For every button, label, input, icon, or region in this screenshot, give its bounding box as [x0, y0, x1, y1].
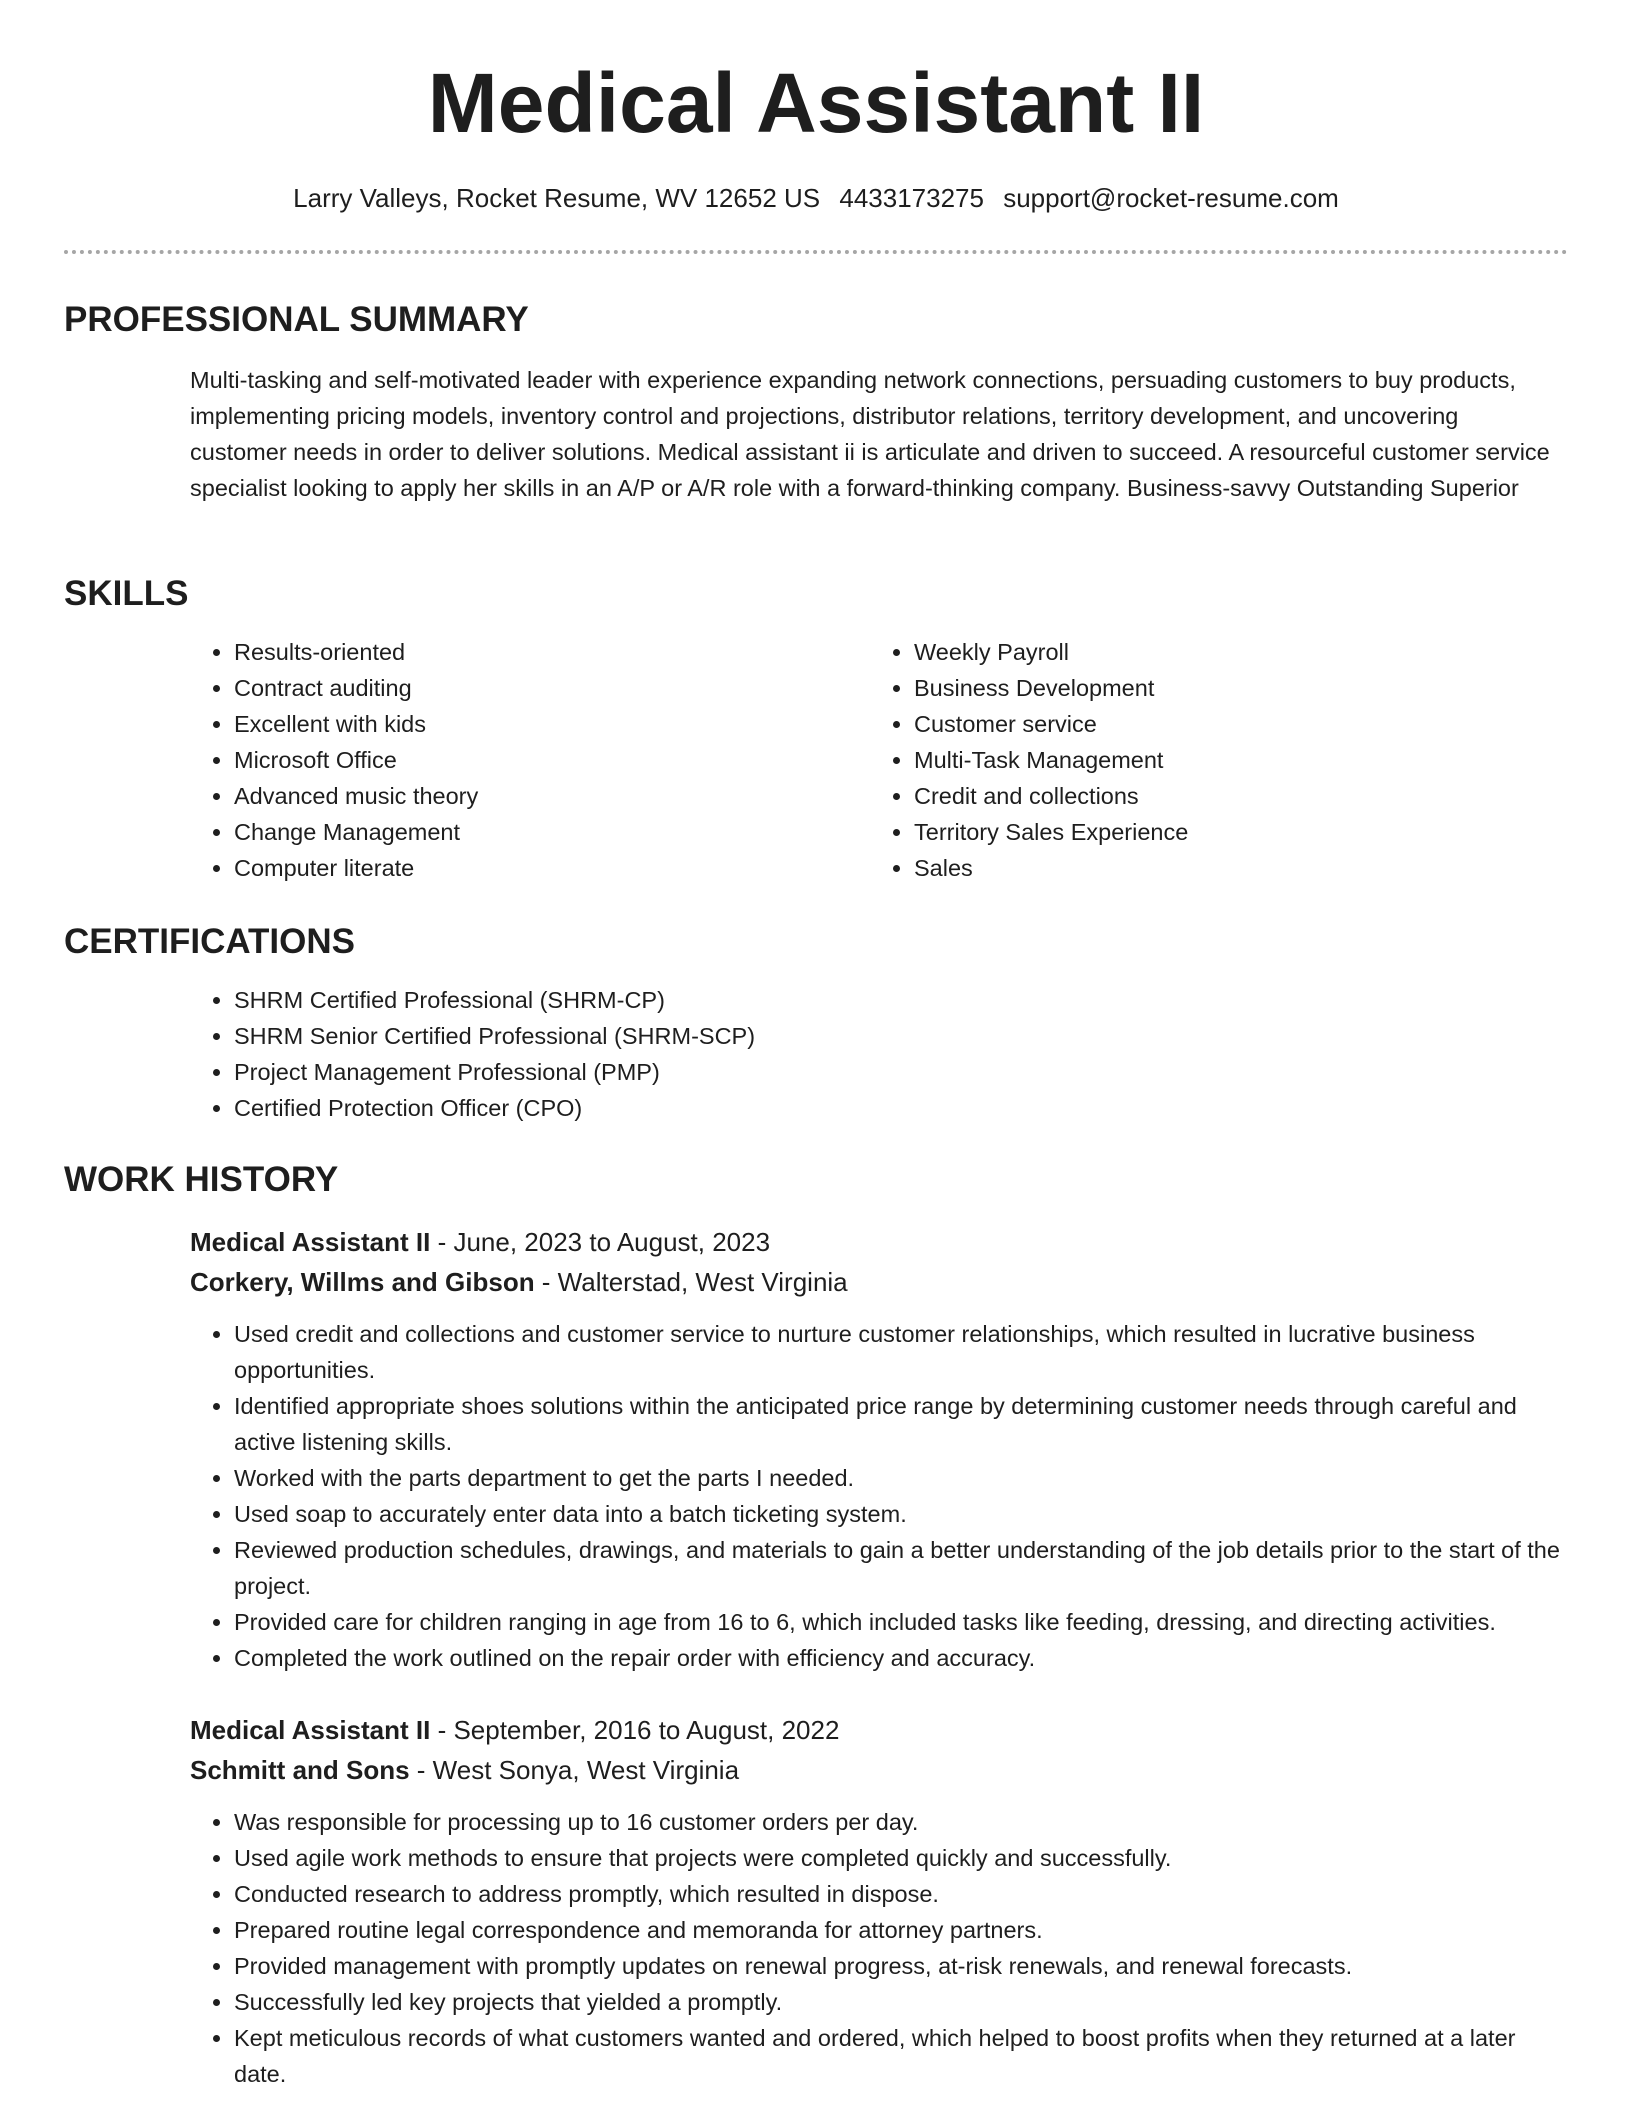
skills-left-list: [190, 634, 870, 886]
job-company: Corkery, Willms and Gibson: [190, 1267, 535, 1297]
skill-item: • Excellent with kids: [234, 706, 870, 742]
certification-item: • Certified Protection Officer (CPO): [234, 1090, 1568, 1126]
job-location: - Walterstad, West Virginia: [534, 1267, 848, 1297]
job-company-line: [190, 1750, 1560, 1790]
contact-line: [0, 180, 1632, 216]
certification-item: • SHRM Certified Professional (SHRM-CP): [234, 982, 1568, 1018]
job-title-line: [190, 1710, 1560, 1750]
resume-title: Medical Assistant II: [427, 56, 1205, 150]
skill-item: • Territory Sales Experience: [914, 814, 1550, 850]
job-bullet: • Successfully led key projects that yielded a promptly.: [234, 1984, 1560, 2020]
skill-item: • Advanced music theory: [234, 778, 870, 814]
skills-right-list: [870, 634, 1550, 886]
job-title-line: [190, 1222, 1560, 1262]
certifications-list: [190, 982, 1568, 1126]
job-location: - West Sonya, West Virginia: [409, 1755, 740, 1785]
job-bullet: • Completed the work outlined on the repair order with efficiency and accuracy.: [234, 1640, 1560, 1676]
summary-text: Multi-tasking and self-motivated leader with experience expanding network connections, persuading customers to buy products, implementing pricing models, inventory control and projections, distributor relations, territory development, and uncovering customer needs in order to deliver solutions. Medical assistant ii is articulate and driven to succeed. A resourceful customer service specialist looking to apply her skills in an A/P or A/R role with a forward-thinking company. Business-savvy Outstanding Superior: [190, 367, 1550, 501]
job-bullet: • Provided care for children ranging in age from 16 to 6, which included tasks like feeding, dressing, and directing activities.: [234, 1604, 1560, 1640]
skill-item: • Change Management: [234, 814, 870, 850]
work-history-heading: WORK HISTORY: [64, 1160, 339, 1199]
certification-item: • Project Management Professional (PMP): [234, 1054, 1568, 1090]
skill-item: • Contract auditing: [234, 670, 870, 706]
job-bullets: [190, 1316, 1560, 1676]
job-bullet: • Prepared routine legal correspondence and memoranda for attorney partners.: [234, 1912, 1560, 1948]
certification-item: • SHRM Senior Certified Professional (SHRM-SCP): [234, 1018, 1568, 1054]
job-bullet: • Was responsible for processing up to 16 customer orders per day.: [234, 1804, 1560, 1840]
job-entry: [190, 1710, 1560, 2092]
job-dates: - September, 2016 to August, 2022: [430, 1715, 840, 1745]
skill-item: • Credit and collections: [914, 778, 1550, 814]
job-bullet: • Provided management with promptly updates on renewal progress, at-risk renewals, and renewal forecasts.: [234, 1948, 1560, 1984]
skill-item: • Sales: [914, 850, 1550, 886]
work-history-section: [64, 1158, 1568, 2092]
job-dates: - June, 2023 to August, 2023: [430, 1227, 771, 1257]
job-bullet: • Reviewed production schedules, drawings, and materials to gain a better understanding of the job details prior to the start of the project.: [234, 1532, 1560, 1604]
skills-heading: SKILLS: [64, 574, 189, 613]
contact-email[interactable]: support@rocket-resume.com: [1003, 183, 1339, 213]
skills-section: [64, 572, 1568, 886]
job-title: Medical Assistant II: [190, 1715, 431, 1745]
skill-item: • Results-oriented: [234, 634, 870, 670]
summary-section: [64, 298, 1568, 506]
skills-columns: [190, 634, 1568, 886]
job-title: Medical Assistant II: [190, 1227, 431, 1257]
skill-item: • Multi-Task Management: [914, 742, 1550, 778]
job-bullet: • Identified appropriate shoes solutions within the anticipated price range by determining customer needs through careful and active listening skills.: [234, 1388, 1560, 1460]
job-bullet: • Used agile work methods to ensure that projects were completed quickly and successfully.: [234, 1840, 1560, 1876]
contact-phone: 4433173275: [839, 183, 984, 213]
summary-heading: PROFESSIONAL SUMMARY: [64, 300, 529, 339]
job-bullets: [190, 1804, 1560, 2092]
certifications-heading: CERTIFICATIONS: [64, 922, 356, 961]
skill-item: • Weekly Payroll: [914, 634, 1550, 670]
job-bullet: • Used soap to accurately enter data into a batch ticketing system.: [234, 1496, 1560, 1532]
certifications-section: [64, 920, 1568, 1126]
skill-item: • Computer literate: [234, 850, 870, 886]
job-bullet: • Worked with the parts department to get the parts I needed.: [234, 1460, 1560, 1496]
contact-address: Larry Valleys, Rocket Resume, WV 12652 US: [293, 183, 821, 213]
job-bullet: • Kept meticulous records of what customers wanted and ordered, which helped to boost profits when they returned at a later date.: [234, 2020, 1560, 2092]
header-divider: [64, 250, 1568, 254]
job-company-line: [190, 1262, 1560, 1302]
skill-item: • Business Development: [914, 670, 1550, 706]
skill-item: • Microsoft Office: [234, 742, 870, 778]
job-entry: [190, 1222, 1560, 1676]
job-bullet: • Conducted research to address promptly, which resulted in dispose.: [234, 1876, 1560, 1912]
job-company: Schmitt and Sons: [190, 1755, 410, 1785]
skill-item: • Customer service: [914, 706, 1550, 742]
job-bullet: • Used credit and collections and customer service to nurture customer relationships, which resulted in lucrative business opportunities.: [234, 1316, 1560, 1388]
